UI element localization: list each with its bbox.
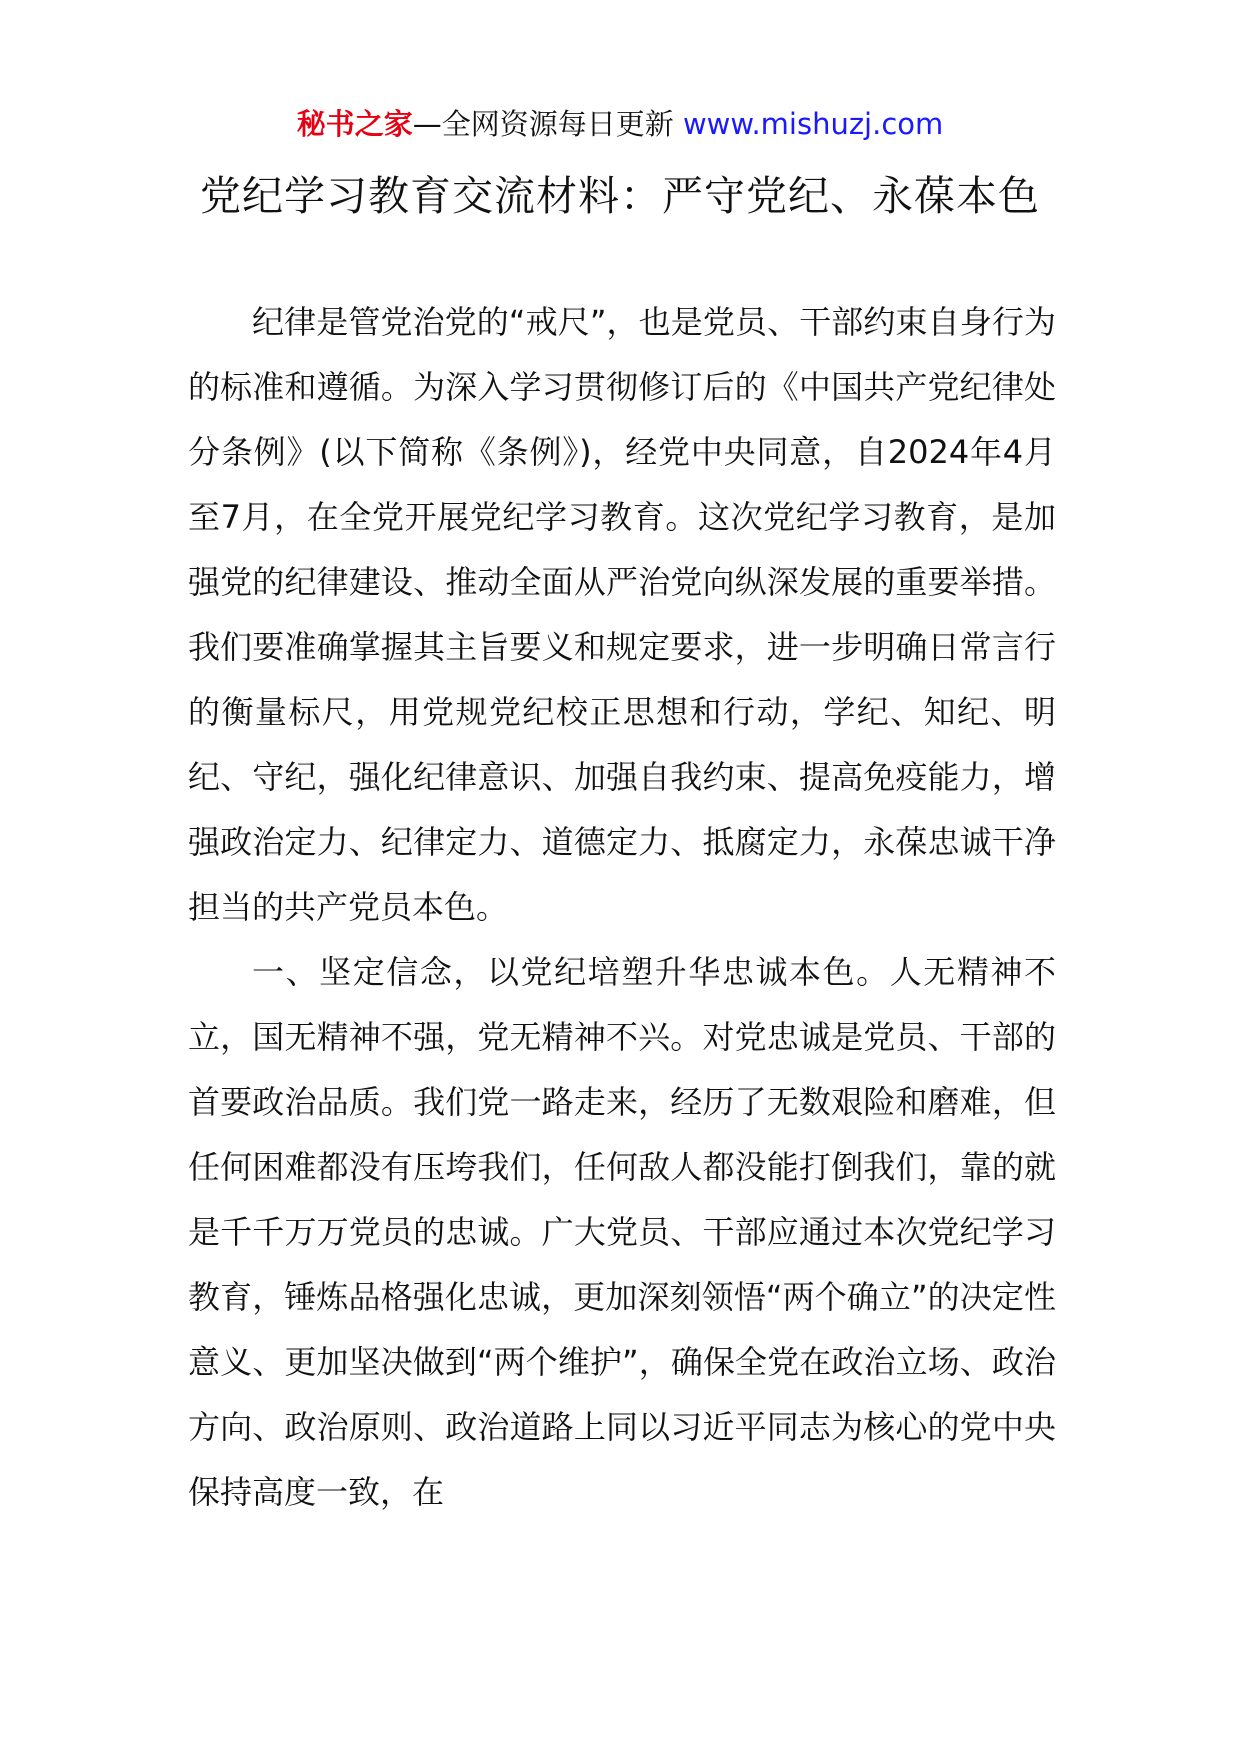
site-header	[0, 100, 1240, 148]
document-title: 党纪学习教育交流材料：严守党纪、永葆本色	[200, 172, 1040, 220]
site-url-link[interactable]: www.mishuzj.com	[682, 107, 944, 141]
body-paragraph-section-one: 一、坚定信念，以党纪培塑升华忠诚本色。人无精神不立，国无精神不强，党无精神不兴。对党忠诚是党员、干部的首要政治品质。我们党一路走来，经历了无数艰险和磨难，但任何困难都没有压垮我们，任何敌人都没能打倒我们，靠的就是千千万万党员的忠诚。广大党员、干部应通过本次党纪学习教育，锤炼品格强化忠诚，更加深刻领悟“两个确立”的决定性意义、更加坚决做到“两个维护”，确保全党在政治立场、政治方向、政治原则、政治道路上同以习近平同志为核心的党中央保持高度一致，在	[188, 953, 1056, 1511]
brand-name: 秘书之家	[296, 107, 413, 141]
header-tagline: —全网资源每日更新	[412, 107, 674, 141]
document-body	[188, 290, 1056, 1525]
body-paragraph-intro: 纪律是管党治党的“戒尺”，也是党员、干部约束自身行为的标准和遵循。为深入学习贯彻修订后的《中国共产党纪律处分条例》(以下简称《条例》)，经党中央同意，自2024年4月至7月，在全党开展党纪学习教育。这次党纪学习教育，是加强党的纪律建设、推动全面从严治党向纵深发展的重要举措。我们要准确掌握其主旨要义和规定要求，进一步明确日常言行的衡量标尺，用党规党纪校正思想和行动，学纪、知纪、明纪、守纪，强化纪律意识、加强自我约束、提高免疫能力，增强政治定力、纪律定力、道德定力、抵腐定力，永葆忠诚干净担当的共产党员本色。	[188, 303, 1056, 926]
